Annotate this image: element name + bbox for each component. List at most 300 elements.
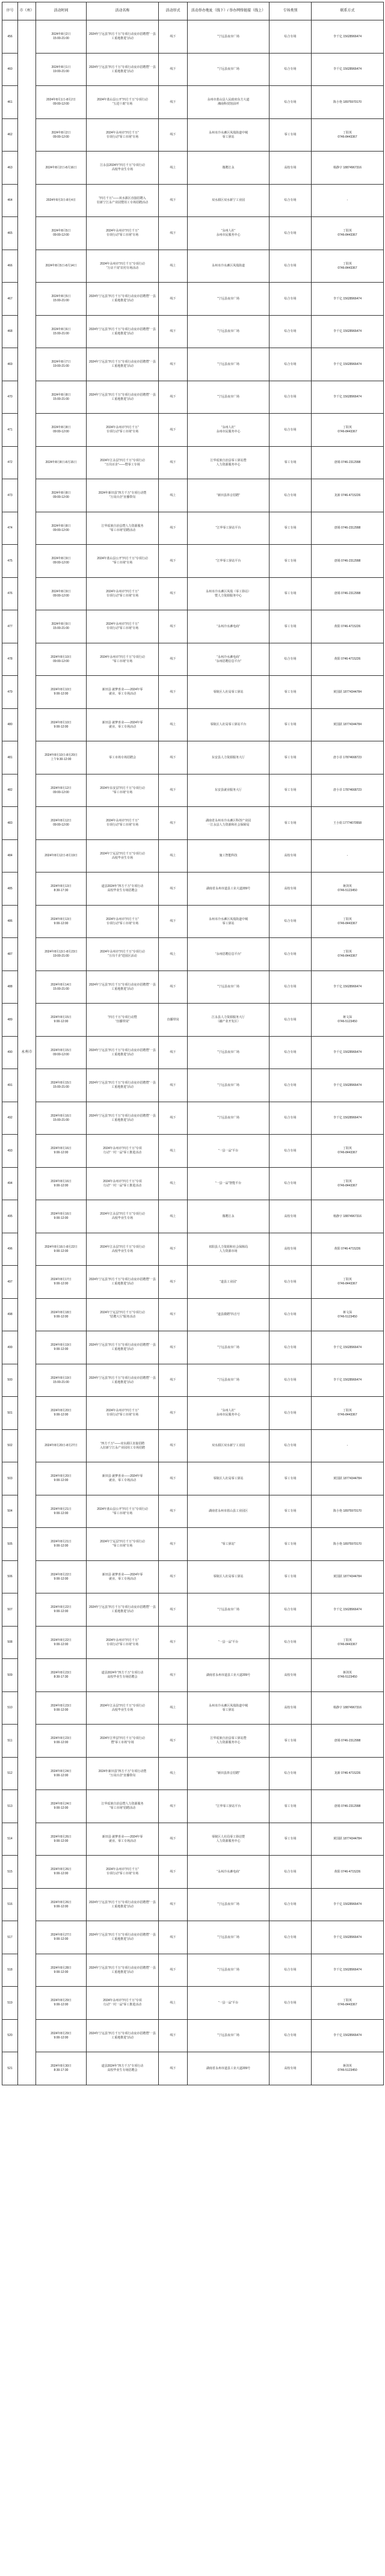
table-row [2,512,384,545]
cell-address: “一县一品”平台 [188,1987,270,2020]
cell-time: 2024年8月28日 9:00-12:00 [36,1954,87,1987]
cell-contact: 龙新 0746-4715226 [312,479,384,512]
cell-no: 513 [2,1790,18,1823]
cell-contact: 丁阳英 0746-8443367 [312,1627,384,1659]
cell-form: 线下 [159,676,188,709]
cell-form: 线下 [159,2052,188,2085]
table-row [2,1004,384,1037]
table-row [2,1921,384,1954]
cell-address: “一县一品”平台 [188,1627,270,1659]
cell-form: 线下 [159,545,188,578]
cell-no: 512 [2,1758,18,1790]
cell-time: 2024年8月24日 9:00-12:00 [36,1790,87,1823]
cell-time: 2024年8月1日-8月2日 09:00-12:00 [36,86,87,119]
cell-name: 2024年永州市“四方千万” 专项行动“零工市场”专场 [87,906,159,938]
cell-time: 2024年8月16日-8月22日 9:00-12:00 [36,1233,87,1266]
cell-category: 综合专场 [270,1364,312,1397]
cell-form: 线下 [159,381,188,414]
table-row [2,2020,384,2052]
cell-form: 线下 [159,86,188,119]
table-row [2,1987,384,2020]
cell-name: 2024年江华县“四方千万”专项行动 暨“零工市场”专场 [87,1725,159,1758]
cell-contact: 丁阳英 0746-8443367 [312,119,384,152]
cell-name: “四方千万”——双水源区直接招聘 入驻新宁江永产业园用工专场招聘 [87,1430,159,1462]
table-row [2,643,384,676]
cell-name: 2024年永州市“四方千万” 专项行动“零工市场”专场 [87,119,159,152]
cell-category: 零工专场 [270,1462,312,1495]
table-row [2,1659,384,1692]
activity-table-document [2,2,383,2085]
cell-form: 线上 [159,479,188,512]
cell-category: 零工专场 [270,512,312,545]
cell-category: 零工专场 [270,741,312,774]
cell-contact: 陈小艳 18975970170 [312,1495,384,1528]
cell-name: 江华瑶族自治县暨人力资源服务 “零工市场”招聘活动 [87,512,159,545]
cell-form: 线上 [159,709,188,741]
cell-no: 483 [2,807,18,840]
table-row [2,774,384,807]
cell-form: 线下 [159,217,188,250]
cell-address: “宁远县夜市广场 [188,1331,270,1364]
cell-category: 综合专场 [270,250,312,283]
cell-name: 2024年宁远县“四方千万”专项行动 高校毕业生专场 [87,840,159,872]
cell-address: “新田县抖音招聘” [188,479,270,512]
cell-time: 2024年8月12日 09:00-12:00 [36,807,87,840]
cell-name: 道县2024年“四方千万”专项行动 高校毕业生专场招聘会 [87,2052,159,2085]
cell-contact: 黄阳 0746-4715226 [312,1856,384,1889]
cell-no: 497 [2,1266,18,1299]
cell-name: 2024年宁远县“四方千万”专项行动夜市招聘暨“一县工重地推进”活动 [87,1037,159,1069]
cell-time: 2024年8月16日 9:00-12:00 [36,1200,87,1233]
cell-form: 线下 [159,348,188,381]
cell-name: 2024年永州市“四方千万” 专项行动“零工市场”专场 [87,807,159,840]
cell-address: “道县工业园” [188,1266,270,1299]
cell-contact: 蒋文深 0746-5123450 [312,1299,384,1331]
cell-form: 线下 [159,119,188,152]
cell-name: 2024年新田县“四方千万”专项行动暨 “万岗百企”直播带岗 [87,479,159,512]
cell-address: “永州冷水滩电商” “永州招聘信息平台” [188,643,270,676]
cell-address: 永州市蓝山县人民政府东方大道 湘南科技馆前坪 [188,86,270,119]
cell-address: “一县一品”平台 [188,1135,270,1168]
table-row [2,1856,384,1889]
cell-time: 2024年8月5日 15:00-21:00 [36,283,87,316]
cell-category: 综合专场 [270,185,312,217]
cell-form: 线上 [159,1692,188,1725]
cell-contact: 李千亿 15628966474 [312,1331,384,1364]
cell-form: 线下 [159,807,188,840]
cell-category: 综合专场 [270,86,312,119]
cell-name: 2024年宁远县“四方千万”专项行动夜市招聘暨“一县工重地推进”活动 [87,54,159,86]
table-row [2,872,384,906]
cell-name: 2024年永州市“四方千万”专项行动 “万岗千企”进园区活动 [87,938,159,971]
cell-address: “宁远县夜市广场 [188,348,270,381]
cell-time: 2024年8月8日 15:00-21:00 [36,381,87,414]
cell-contact: 蒋剑英 0746-5123450 [312,1659,384,1692]
table-row [2,20,384,54]
table-row [2,250,384,283]
cell-form: 线下 [159,1528,188,1561]
cell-category: 综合专场 [270,906,312,938]
cell-contact: 丁阳英 0746-8443367 [312,1397,384,1430]
cell-category: 综合专场 [270,1921,312,1954]
cell-no: 493 [2,1135,18,1168]
cell-address: “宁远县夜市广场 [188,381,270,414]
cell-contact: 唐锡 0746-2312998 [312,447,384,479]
cell-no: 505 [2,1528,18,1561]
cell-no: 469 [2,348,18,381]
table-row [2,1200,384,1233]
cell-contact: 杨静宇 18874967316 [312,152,384,185]
cell-address: 永州市冷水滩区凤凰街道中城 零工驿站 [188,1692,270,1725]
cell-address: “江华零工驿站平台 [188,512,270,545]
cell-form: 线上 [159,1987,188,2020]
cell-form: 线下 [159,1299,188,1331]
cell-name: 2024年永州市“四方千万”专项 行动“一村一品”零工推进活动 [87,1987,159,2020]
cell-name: 2024年宁远县“四方千万”专项行动夜市招聘暨“一县工重地推进”活动 [87,971,159,1004]
cell-no: 503 [2,1462,18,1495]
cell-form: 线下 [159,1889,188,1921]
cell-category: 零工专场 [270,807,312,840]
cell-time: 2024年8月12日-8月19日 [36,840,87,872]
cell-category: 综合专场 [270,971,312,1004]
cell-time: 2024年8月16日 15:00-21:00 [36,1102,87,1135]
table-row [2,2052,384,2085]
cell-address: 零陵区人社局零工驿站 [188,1561,270,1593]
cell-form: 线下 [159,316,188,348]
cell-name: 2024年蓝山县公开“四方千万”专项行动 “五进十助”专场 [87,86,159,119]
table-row [2,1168,384,1200]
cell-form: 线下 [159,578,188,610]
cell-time: 2024年8月16日 9:00-12:00 [36,1135,87,1168]
cell-time: 2024年8月20日 9:00-12:00 [36,1397,87,1430]
cell-form: 线上 [159,1135,188,1168]
cell-contact: 李千亿 15628966474 [312,1037,384,1069]
cell-name: 2024年永州市“四方千万” 专项行动“零工市场”专场 [87,1627,159,1659]
cell-form: 线下 [159,54,188,86]
cell-form: 线下 [159,1790,188,1823]
cell-time: 2024年8月29日 9:00-12:00 [36,2020,87,2052]
cell-category: 综合专场 [270,414,312,447]
cell-time: 2024年8月15日 09:00-12:00 [36,1037,87,1069]
table-row [2,1561,384,1593]
cell-category: 综合专场 [270,1004,312,1037]
header-cell-name: 活动名称 [87,2,159,20]
cell-form: 线下 [159,774,188,807]
cell-contact: 丁阳英 0746-8443367 [312,414,384,447]
cell-address: “宁远县夜市广场 [188,1037,270,1069]
cell-name: 2024年永州市“四方千万” 专项行动“零工市场”专场 [87,217,159,250]
cell-time: 2024年8月15日 9:00-12:00 [36,1004,87,1037]
cell-contact: 李千亿 15628966474 [312,2020,384,2052]
cell-no: 514 [2,1823,18,1856]
cell-time: 2024年8月10日 9:00-12:00 [36,676,87,709]
cell-time: 2024年8月30日 8:30-17:30 [36,2052,87,2085]
cell-name: 2024年永州市“四方千万” 专项行动“零工市场”专场 [87,1397,159,1430]
cell-contact: 唐锡 0746-2312998 [312,545,384,578]
cell-form: 线下 [159,1069,188,1102]
cell-form: 线下 [159,1462,188,1495]
cell-contact: 李千亿 15628966474 [312,1069,384,1102]
cell-time: 2024年8月8日 09:00-12:00 [36,512,87,545]
cell-no: 456 [2,20,18,54]
cell-time: 2024年8月13日 9:00-12:00 [36,906,87,938]
cell-time: 2024年8月22日 9:00-12:00 [36,1627,87,1659]
cell-form: 线下 [159,971,188,1004]
cell-no: 464 [2,185,18,217]
table-row [2,86,384,119]
cell-category: 综合专场 [270,1168,312,1200]
header-cell-time: 活动时间 [36,2,87,20]
cell-time: 2024年8月26日 9:00-12:00 [36,1889,87,1921]
cell-name: 2024年宁远县“四方千万”专项行动夜市招聘暨“一县工重地推进”活动 [87,1364,159,1397]
cell-no: 488 [2,971,18,1004]
cell-address: 永州市冷水滩区凤凰街道中城 零工驿站 [188,906,270,938]
cell-category: 综合专场 [270,1758,312,1790]
cell-name: 2024年江永县“四方千万”专项行动 高校毕业生专场 [87,1692,159,1725]
cell-contact: 李千亿 15628966474 [312,54,384,86]
cell-time: 2024年8月23日 8:30-17:30 [36,1659,87,1692]
cell-no: 470 [2,381,18,414]
cell-no: 480 [2,709,18,741]
cell-address: 永州市冷水滩区凤凰（零工驿站） 暨人力资源服务中心 [188,578,270,610]
cell-category: 零工专场 [270,578,312,610]
table-row [2,938,384,971]
cell-category: 综合专场 [270,54,312,86]
cell-name: 新田县 就梦喜业——2024年零 就业、零工专场活动 [87,1561,159,1593]
cell-time: 2024年8月3日-8月4日 [36,185,87,217]
cell-time: 2024年8月24日 9:00-12:00 [36,1758,87,1790]
cell-address: 东安县就业服务大厅 [188,774,270,807]
cell-no: 474 [2,512,18,545]
cell-contact: 李千亿 15628966474 [312,1102,384,1135]
cell-name: 2024年永州市“四方千万”专项 行动“一村一品”零工推进活动 [87,1135,159,1168]
cell-time: 2024年8月23日 9:00-12:00 [36,1725,87,1758]
cell-contact: 李千亿 15628966474 [312,1954,384,1987]
table-row [2,906,384,938]
cell-name: 2024年宁远县“四方千万”专项行动 “零工市场”专场 [87,1528,159,1561]
cell-time: 2024年8月27日 9:00-12:00 [36,1921,87,1954]
cell-address: “宁远县夜市广场 [188,54,270,86]
cell-category: 综合专场 [270,1266,312,1299]
cell-no: 472 [2,447,18,479]
cell-name: 2024年永州市“四方千万”专项行动 “零工市场”专场 [87,643,159,676]
cell-contact: 黄国跃 18774344784 [312,709,384,741]
cell-address: 微聘江永 [188,152,270,185]
cell-time: 2024年8月8日 09:00-12:00 [36,479,87,512]
cell-address: 双水源区双水新宁工业园 [188,1430,270,1462]
cell-category: 综合专场 [270,1856,312,1889]
cell-no: 506 [2,1561,18,1593]
cell-name: 新田县 就梦喜业——2024年零 就业、零工专场活动 [87,1823,159,1856]
cell-contact: - [312,1430,384,1462]
cell-time: 2024年8月23日 9:00-12:00 [36,1692,87,1725]
cell-no: 467 [2,283,18,316]
cell-form: 线下 [159,741,188,774]
cell-name: 2024年东安县“四方千万”专项行动 “零工市场”专场 [87,774,159,807]
activity-table [2,2,384,2085]
cell-contact: 李千亿 15628966474 [312,1593,384,1627]
cell-category: 综合专场 [270,1593,312,1627]
cell-address: 双水源区双水新宁工业园 [188,185,270,217]
cell-contact: 李千亿 15628966474 [312,971,384,1004]
cell-time: 2024年8月16日 9:00-12:00 [36,1168,87,1200]
cell-name: 江华瑶族自治县暨人力资源服务 “零工市场”招聘活动 [87,1790,159,1823]
cell-form: 线下 [159,1430,188,1462]
cell-contact: 陈小艳 18975970170 [312,1528,384,1561]
table-row [2,1430,384,1462]
cell-address: “永州人社” 永州市民服务中心 [188,1397,270,1430]
cell-name: 2024年宁远县“四方千万”专项行动夜市招聘暨“一县工重地推进”活动 [87,1921,159,1954]
cell-name: 江永县2024年“四方千万”专项行动 高校毕业生专场 [87,152,159,185]
cell-address: “宁远县夜市广场 [188,1102,270,1135]
cell-form: 线下 [159,2020,188,2052]
cell-contact: 唐锡 0746-2312998 [312,1790,384,1823]
cell-address: 湖南省永州市蓝山县工业园区 [188,1495,270,1528]
cell-category: 综合专场 [270,1954,312,1987]
cell-no: 479 [2,676,18,709]
table-row [2,1725,384,1758]
table-row [2,1627,384,1659]
cell-category: 综合专场 [270,1397,312,1430]
cell-form: 线下 [159,872,188,906]
cell-name: 2024年永州市“四方千万” 专项行动“零工市场”专场 [87,610,159,643]
cell-no: 484 [2,840,18,872]
cell-no: 496 [2,1233,18,1266]
cell-form: 线下 [159,447,188,479]
cell-no: 509 [2,1659,18,1692]
cell-contact: 李千亿 15628966474 [312,348,384,381]
table-row [2,283,384,316]
cell-address: 永州市冷水滩区凤凰街道 [188,250,270,283]
cell-form: 线下 [159,20,188,54]
cell-name: 2024年宁远县“四方千万”专项行动夜市招聘暨“一县工重地推进”活动 [87,1069,159,1102]
cell-contact: 唐锡 0746-2312998 [312,512,384,545]
table-row [2,578,384,610]
cell-form: 线下 [159,1561,188,1593]
cell-address: “永州招聘信息平台” [188,938,270,971]
cell-form: 线下 [159,1266,188,1299]
cell-name: 2024年江永县“四方千万”专项行动 高校毕业生专场 [87,1200,159,1233]
cell-time: 2024年8月17日 9:00-12:00 [36,1266,87,1299]
cell-name: 2024年永州市“四方千万”专项 行动“一村一品”零工推进活动 [87,1168,159,1200]
cell-contact: 杨静宇 18874967316 [312,1200,384,1233]
cell-no: 492 [2,1102,18,1135]
cell-address: “宁远县夜市广场 [188,971,270,1004]
cell-form: 线上 [159,152,188,185]
cell-address: 江永县人力资源服务大厅 （融产业开发区） [188,1004,270,1037]
cell-form: 线下 [159,1627,188,1659]
cell-contact: - [312,185,384,217]
cell-no: 482 [2,774,18,807]
cell-contact: 李千亿 15628966474 [312,20,384,54]
table-row [2,1299,384,1331]
table-row [2,1758,384,1790]
cell-no: 501 [2,1397,18,1430]
cell-category: 综合专场 [270,283,312,316]
cell-address: “一县一品”智能平台 [188,1168,270,1200]
cell-address: 湖南省永州市冷水滩区科创产业园 一江永县人力资源和社会保障局 [188,807,270,840]
cell-category: 综合专场 [270,938,312,971]
cell-category: 零工专场 [270,1823,312,1856]
cell-category: 综合专场 [270,1430,312,1462]
table-row [2,1954,384,1987]
cell-name: 2024年永州市“四方千万” 专项行动“零工市场”专场 [87,578,159,610]
header-cell-contact: 联系方式 [312,2,384,20]
cell-name: 2024年蓝山县公开“四方千万”专项行动 “零工市场”专场 [87,545,159,578]
cell-time: 2024年8月15日 15:00-21:00 [36,1069,87,1102]
cell-form: 线下 [159,512,188,545]
cell-contact: 龙新 0746-4715226 [312,1758,384,1790]
table-row [2,1495,384,1528]
cell-contact: 唐锡 0746-2312998 [312,578,384,610]
cell-city: 永州市 [18,20,36,2085]
table-row [2,840,384,872]
cell-contact: 唐小菲 17874668723 [312,774,384,807]
table-row [2,185,384,217]
cell-address: 湖南省永州市道县工业大道209号 [188,872,270,906]
cell-name: “四方千万”——双水源区直接招聘入 驻新宁江永产业园暨用工专场招聘活动 [87,185,159,217]
table-body [2,20,384,2085]
cell-no: 508 [2,1627,18,1659]
table-row [2,545,384,578]
cell-category: 综合专场 [270,1987,312,2020]
cell-form: 线上 [159,938,188,971]
cell-name: 2024年宁远县“四方千万”专项行动夜市招聘暨“一县工重地推进”活动 [87,2020,159,2052]
cell-form: 线下 [159,1331,188,1364]
cell-form: 线上 [159,1168,188,1200]
cell-no: 477 [2,610,18,643]
cell-address: 零陵区人社局零工驿站 [188,1462,270,1495]
cell-name: 2024年宁远县“四方千万”专项行动夜市招聘暨“一县工重地推进”活动 [87,316,159,348]
cell-no: 489 [2,1004,18,1037]
cell-form: 线下 [159,1233,188,1266]
cell-time: 2024年8月10日 09:00-12:00 [36,643,87,676]
cell-no: 499 [2,1331,18,1364]
cell-no: 507 [2,1593,18,1627]
cell-category: 零工专场 [270,1528,312,1561]
cell-name: 2024年蓝山县公开“四方千万”专项行动 “零工市场”专场 [87,1495,159,1528]
cell-contact: 李千亿 15628966474 [312,316,384,348]
cell-address: “宁远县夜市广场 [188,20,270,54]
cell-time: 2024年8月7日 19:00-21:00 [36,348,87,381]
table-row [2,217,384,250]
cell-name: 2024年宁远县“四方千万”专项行动夜市招聘暨“一县工重地推进”活动 [87,381,159,414]
cell-category: 综合专场 [270,20,312,54]
table-row [2,1135,384,1168]
table-row [2,676,384,709]
cell-no: 471 [2,414,18,447]
cell-form: 线上 [159,1200,188,1233]
cell-time: 2024年8月20日 9:00-12:00 [36,1462,87,1495]
cell-contact: 黄国跃 18774344784 [312,1561,384,1593]
cell-name: 2024年永州市“四方千万” 专项行动“零工市场”专场 [87,414,159,447]
cell-category: 综合专场 [270,643,312,676]
cell-contact: 王小姐 17774070558 [312,807,384,840]
cell-no: 516 [2,1889,18,1921]
cell-no: 520 [2,2020,18,2052]
cell-contact: 黄阳 0746-4715226 [312,643,384,676]
header-cell-category: 专场类别 [270,2,312,20]
cell-category: 零工专场 [270,545,312,578]
cell-no: 486 [2,906,18,938]
cell-address: 江华瑶族自治县零工驿站暨 人力资源服务中心 [188,447,270,479]
cell-time: 2024年8月18日 9:00-12:00 [36,1299,87,1331]
cell-contact: 蒋文深 0746-5123450 [312,1004,384,1037]
cell-category: 综合专场 [270,1102,312,1135]
header-cell-form: 活动形式 [159,2,188,20]
cell-address: 零陵区人社局零工驿站 [188,676,270,709]
cell-category: 综合专场 [270,348,312,381]
